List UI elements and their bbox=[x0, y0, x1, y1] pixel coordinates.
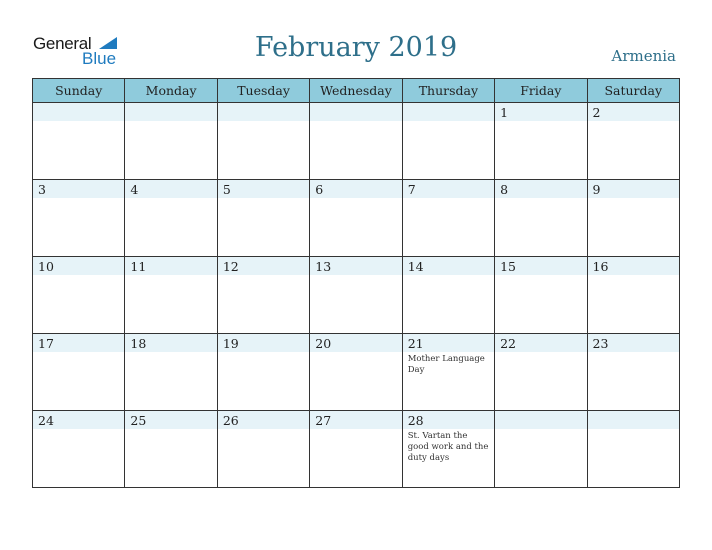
day-cell bbox=[495, 411, 587, 488]
day-number: 6 bbox=[315, 182, 324, 197]
day-cell-band bbox=[403, 103, 494, 121]
day-cell-band bbox=[125, 103, 216, 121]
day-cell-band bbox=[588, 103, 679, 121]
day-cell bbox=[587, 411, 679, 488]
weekday-header: Tuesday bbox=[217, 79, 309, 103]
calendar-title: February 2019 bbox=[254, 32, 458, 63]
day-cell-band bbox=[588, 411, 679, 429]
day-number: 18 bbox=[130, 336, 147, 351]
day-cell bbox=[217, 180, 309, 257]
day-number: 4 bbox=[130, 182, 139, 197]
day-number: 11 bbox=[130, 259, 147, 274]
day-number: 8 bbox=[500, 182, 509, 197]
weekday-header: Friday bbox=[495, 79, 587, 103]
day-number: 2 bbox=[592, 105, 601, 120]
day-cell bbox=[33, 103, 125, 180]
day-number: 23 bbox=[592, 336, 609, 351]
day-cell bbox=[125, 257, 217, 334]
weekday-header: Monday bbox=[125, 79, 217, 103]
day-cell bbox=[310, 257, 402, 334]
weekday-header: Thursday bbox=[402, 79, 494, 103]
week-row bbox=[33, 257, 680, 334]
day-cell bbox=[33, 257, 125, 334]
day-number: 26 bbox=[222, 413, 239, 428]
day-number: 7 bbox=[407, 182, 416, 197]
day-cell bbox=[33, 411, 125, 488]
country-label: Armenia bbox=[611, 47, 676, 65]
day-cell-band bbox=[218, 103, 309, 121]
day-cell bbox=[402, 103, 494, 180]
day-cell bbox=[587, 257, 679, 334]
day-number: 14 bbox=[407, 259, 424, 274]
day-number: 19 bbox=[222, 336, 239, 351]
logo-text-blue: Blue bbox=[82, 49, 117, 68]
day-cell bbox=[310, 334, 402, 411]
day-cell bbox=[125, 411, 217, 488]
weekday-header: Sunday bbox=[33, 79, 125, 103]
day-cell bbox=[495, 257, 587, 334]
day-number: 24 bbox=[38, 413, 54, 428]
day-cell bbox=[402, 180, 494, 257]
day-cell bbox=[217, 411, 309, 488]
day-number: 28 bbox=[407, 413, 424, 428]
day-cell-band bbox=[310, 103, 401, 121]
day-cell bbox=[217, 334, 309, 411]
day-cell bbox=[587, 334, 679, 411]
week-row bbox=[33, 103, 680, 180]
logo-text-general: General bbox=[33, 34, 92, 53]
day-number: 13 bbox=[315, 259, 332, 274]
day-number: 1 bbox=[500, 105, 509, 120]
day-cell-band bbox=[33, 180, 124, 198]
day-cell-band bbox=[588, 180, 679, 198]
day-number: 22 bbox=[500, 336, 517, 351]
day-number: 5 bbox=[222, 182, 231, 197]
day-cell-band bbox=[125, 180, 216, 198]
day-cell bbox=[495, 180, 587, 257]
day-cell bbox=[495, 103, 587, 180]
day-number: 9 bbox=[592, 182, 601, 197]
holiday-label: St. Vartan the good work and the duty days bbox=[407, 431, 489, 463]
day-cell bbox=[33, 334, 125, 411]
day-cell bbox=[310, 103, 402, 180]
day-cell bbox=[125, 103, 217, 180]
weekday-header: Saturday bbox=[587, 79, 679, 103]
day-number: 10 bbox=[38, 259, 54, 274]
day-cell bbox=[402, 411, 494, 488]
holiday-label: Mother Language Day bbox=[407, 354, 485, 375]
day-cell bbox=[495, 334, 587, 411]
day-cell bbox=[587, 103, 679, 180]
day-number: 21 bbox=[407, 336, 424, 351]
day-number: 12 bbox=[222, 259, 239, 274]
day-cell bbox=[125, 180, 217, 257]
calendar-grid bbox=[32, 78, 680, 488]
day-cell bbox=[217, 257, 309, 334]
week-row bbox=[33, 411, 680, 488]
day-cell-band bbox=[310, 180, 401, 198]
day-cell-band bbox=[403, 180, 494, 198]
day-cell bbox=[33, 180, 125, 257]
day-cell-band bbox=[33, 103, 124, 121]
day-number: 15 bbox=[500, 259, 517, 274]
day-cell bbox=[310, 180, 402, 257]
week-row bbox=[33, 334, 680, 411]
day-number: 20 bbox=[315, 336, 332, 351]
day-number: 16 bbox=[592, 259, 609, 274]
day-cell bbox=[402, 334, 494, 411]
day-cell-band bbox=[495, 411, 586, 429]
day-cell bbox=[310, 411, 402, 488]
week-row bbox=[33, 180, 680, 257]
day-cell bbox=[402, 257, 494, 334]
day-cell bbox=[125, 334, 217, 411]
weekday-header-row bbox=[33, 79, 680, 103]
day-number: 27 bbox=[315, 413, 332, 428]
day-number: 25 bbox=[130, 413, 147, 428]
day-cell-band bbox=[495, 103, 586, 121]
day-cell bbox=[217, 103, 309, 180]
day-cell-band bbox=[495, 180, 586, 198]
day-cell-band bbox=[218, 180, 309, 198]
day-number: 3 bbox=[38, 182, 46, 197]
day-number: 17 bbox=[38, 336, 54, 351]
weekday-header: Wednesday bbox=[310, 79, 402, 103]
day-cell bbox=[587, 180, 679, 257]
